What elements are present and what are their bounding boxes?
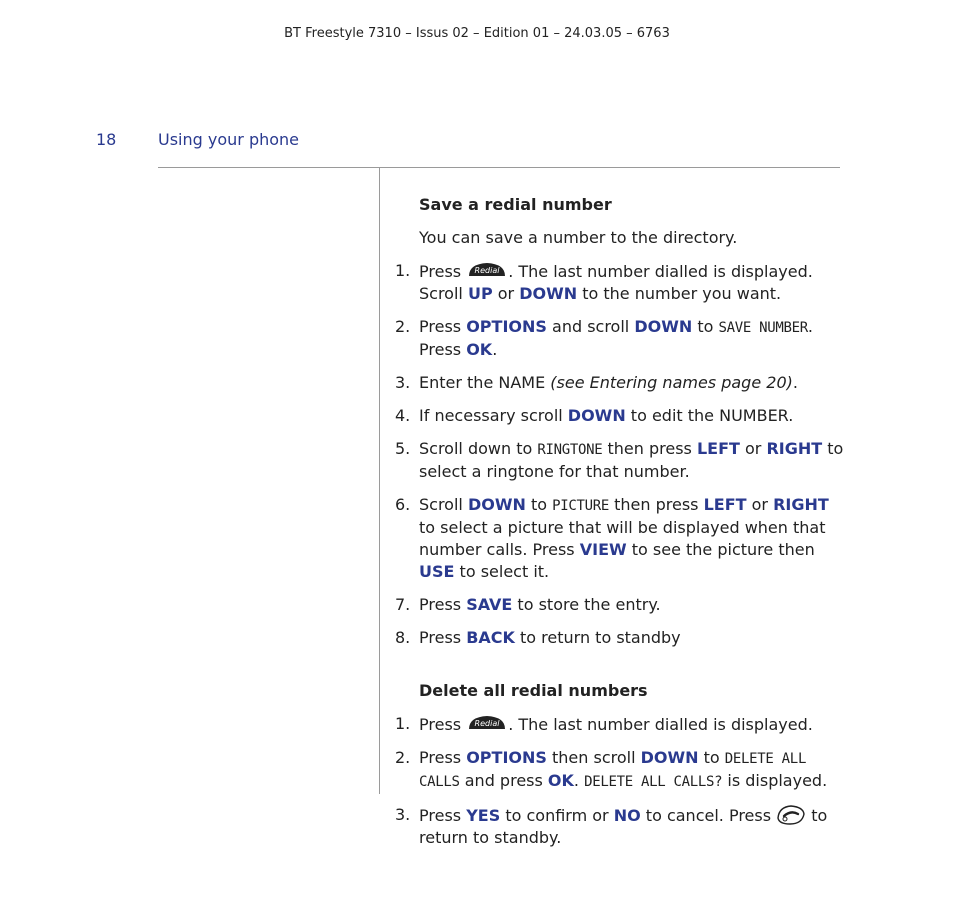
save-redial-steps [395,260,845,649]
list-item: 3. Enter the NAME (see Entering names page 20). [395,373,798,392]
list-item: 4. If necessary scroll DOWN to edit the NUMBER. [395,406,794,425]
redial-key-icon [466,262,508,281]
main-content [395,194,845,849]
delete-redial-heading: Delete all redial numbers [419,681,648,700]
svg-text:Redial: Redial [474,266,500,275]
page-number: 18 [96,130,117,149]
section-title: Using your phone [158,130,300,149]
list-item: 6. Scroll DOWN to PICTURE then press LEFT or RIGHT to select a picture that will be displayed when that number calls. Press VIEW to see the picture then USE to select it. [395,495,829,581]
save-redial-intro: You can save a number to the directory. [419,228,738,247]
end-call-key-icon [776,806,806,825]
header-divider [158,167,840,168]
delete-redial-steps [395,713,845,849]
list-item: 7. Press SAVE to store the entry. [395,595,661,614]
save-redial-heading: Save a redial number [419,195,612,214]
list-item: 1. Press Redial . The last number dialled is displayed. [395,714,813,734]
list-item: 8. Press BACK to return to standby [395,628,681,647]
list-item: 5. Scroll down to RINGTONE then press LEFT or RIGHT to select a ringtone for that number. [395,439,844,481]
svg-text:Redial: Redial [474,719,500,728]
document-meta: BT Freestyle 7310 – Issus 02 – Edition 01 – 24.03.05 – 6763 [284,26,670,41]
list-item: 2. Press OPTIONS then scroll DOWN to DELETE ALL CALLS and press OK. DELETE ALL CALLS? is displayed. [395,748,828,790]
redial-key-icon [466,715,508,734]
list-item: 1. Press Redial . The last number dialled is displayed. Scroll UP or DOWN to the number you want. [395,261,813,303]
list-item: 2. Press OPTIONS and scroll DOWN to SAVE NUMBER. Press OK. [395,317,813,359]
column-divider [379,168,380,794]
list-item: 3. Press YES to confirm or NO to cancel. Press to return to standby. [395,805,828,847]
